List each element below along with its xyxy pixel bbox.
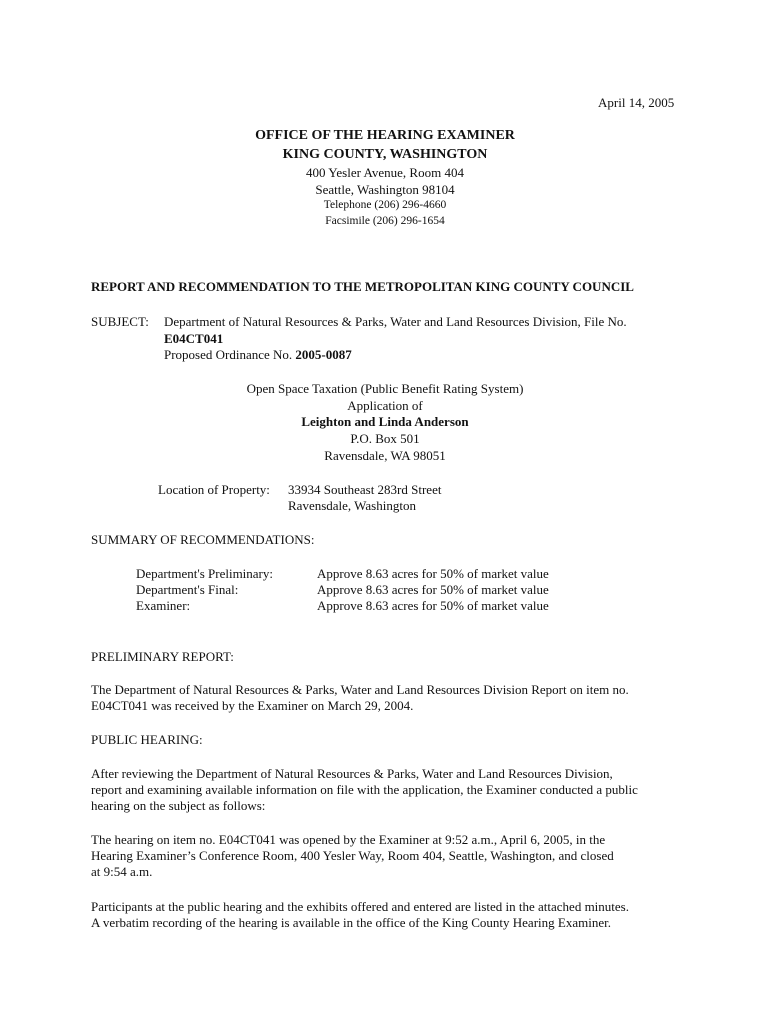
- applicant-name: Leighton and Linda Anderson: [301, 414, 469, 429]
- application-line-2: Application of: [347, 398, 423, 413]
- hearing-para2-line-3: at 9:54 a.m.: [91, 864, 153, 879]
- summary-value-examiner: Approve 8.63 acres for 50% of market value: [317, 598, 549, 613]
- hearing-para1-line-3: hearing on the subject as follows:: [91, 798, 266, 813]
- summary-heading: SUMMARY OF RECOMMENDATIONS:: [91, 532, 315, 547]
- ordinance-line: [164, 346, 352, 363]
- subject-line: Department of Natural Resources & Parks, Water and Land Resources Division, File No.: [164, 314, 627, 329]
- hearing-heading: PUBLIC HEARING:: [91, 732, 203, 747]
- summary-label-final: Department's Final:: [136, 582, 239, 597]
- hearing-para3-line-2: A verbatim recording of the hearing is available in the office of the King County Hearing Examiner.: [91, 915, 611, 930]
- hearing-para2-line-2: Hearing Examiner’s Conference Room, 400 Yesler Way, Room 404, Seattle, Washington, and closed: [91, 848, 614, 863]
- hearing-para3-line-1: Participants at the public hearing and the exhibits offered and entered are listed in the attached minutes.: [91, 899, 629, 914]
- ordinance-number: 2005-0087: [295, 347, 352, 362]
- subject-label: SUBJECT:: [91, 314, 149, 329]
- summary-label-preliminary: Department's Preliminary:: [136, 566, 274, 581]
- location-line-2: Ravensdale, Washington: [288, 498, 416, 513]
- preliminary-line-2: E04CT041 was received by the Examiner on March 29, 2004.: [91, 698, 414, 713]
- hearing-para2-line-1: The hearing on item no. E04CT041 was opened by the Examiner at 9:52 a.m., April 6, 2005, in the: [91, 832, 606, 847]
- office-telephone: Telephone (206) 296-4660: [323, 199, 447, 211]
- application-line-1: Open Space Taxation (Public Benefit Rating System): [246, 381, 524, 396]
- location-line-1: 33934 Southeast 283rd Street: [288, 482, 442, 497]
- document-date: April 14, 2005: [598, 95, 675, 110]
- summary-value-final: Approve 8.63 acres for 50% of market value: [317, 582, 549, 597]
- preliminary-line-1: The Department of Natural Resources & Parks, Water and Land Resources Division Report on item no.: [91, 682, 629, 697]
- hearing-para1-line-2: report and examining available information on file with the application, the Examiner conducted a public: [91, 782, 638, 797]
- applicant-address-1: P.O. Box 501: [350, 431, 420, 446]
- summary-value-preliminary: Approve 8.63 acres for 50% of market value: [317, 566, 549, 581]
- office-address-line-2: Seattle, Washington 98104: [315, 182, 455, 197]
- summary-label-examiner: Examiner:: [136, 598, 191, 613]
- location-label: Location of Property:: [158, 482, 270, 497]
- hearing-para1-line-1: After reviewing the Department of Natural Resources & Parks, Water and Land Resources Division,: [91, 766, 613, 781]
- ordinance-prefix: Proposed Ordinance No.: [164, 347, 293, 362]
- file-number: E04CT041: [164, 331, 224, 346]
- preliminary-heading: PRELIMINARY REPORT:: [91, 649, 234, 664]
- office-county: KING COUNTY, WASHINGTON: [282, 147, 488, 162]
- office-facsimile: Facsimile (206) 296-1654: [325, 215, 445, 227]
- applicant-address-2: Ravensdale, WA 98051: [324, 448, 446, 463]
- office-title: OFFICE OF THE HEARING EXAMINER: [255, 128, 515, 143]
- office-address-line-1: 400 Yesler Avenue, Room 404: [306, 165, 464, 180]
- report-title: REPORT AND RECOMMENDATION TO THE METROPOLITAN KING COUNTY COUNCIL: [91, 279, 634, 294]
